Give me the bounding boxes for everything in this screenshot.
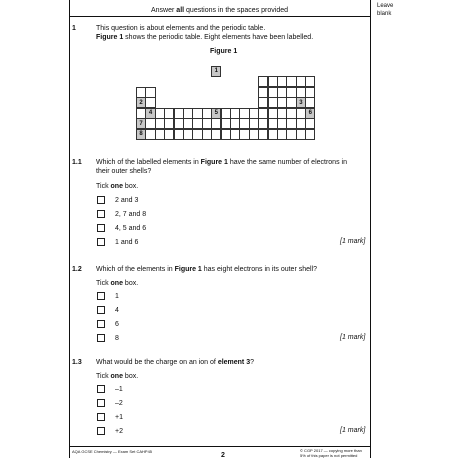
element-cell	[221, 108, 231, 119]
element-cell	[183, 118, 193, 129]
footer-exam-title: AQA GCSE Chemistry — Exam Set CAHP45	[72, 449, 153, 454]
element-cell	[145, 129, 155, 140]
labelled-element-cell: 3	[296, 97, 306, 108]
option-label: 1 and 6	[115, 239, 139, 246]
element-cell	[221, 118, 231, 129]
question-text: What would be the charge on an ion of element 3?	[96, 359, 255, 366]
element-cell	[202, 129, 212, 140]
element-cell	[258, 118, 268, 129]
mark-allocation: [1 mark]	[340, 334, 366, 341]
labelled-element-cell: 7	[136, 118, 146, 129]
element-cell	[155, 118, 165, 129]
answer-checkbox[interactable]	[97, 385, 105, 393]
option-label: –2	[115, 400, 123, 407]
element-cell	[277, 108, 287, 119]
element-cell	[164, 108, 174, 119]
tick-instruction: Tick one box.	[96, 183, 139, 190]
element-cell	[249, 118, 259, 129]
labelled-element-cell: 5	[211, 108, 221, 119]
element-cell	[221, 129, 231, 140]
option-label: 8	[115, 335, 119, 342]
answer-checkbox[interactable]	[97, 224, 105, 232]
element-cell	[192, 118, 202, 129]
element-cell	[164, 129, 174, 140]
page-left-rule	[69, 0, 70, 458]
element-cell	[305, 87, 315, 98]
answer-checkbox[interactable]	[97, 334, 105, 342]
question-number: 1.3	[72, 359, 82, 366]
element-cell	[183, 129, 193, 140]
element-cell	[174, 108, 184, 119]
element-cell	[239, 108, 249, 119]
element-cell	[277, 87, 287, 98]
answer-checkbox[interactable]	[97, 210, 105, 218]
question-text: Which of the labelled elements in Figure 1 have the same number of electrons in their outer shells?	[96, 159, 347, 175]
element-cell	[249, 129, 259, 140]
element-cell	[258, 97, 268, 108]
element-cell	[211, 118, 221, 129]
option-label: 1	[115, 293, 119, 300]
element-cell	[202, 108, 212, 119]
labelled-element-cell: 8	[136, 129, 146, 140]
element-cell	[286, 87, 296, 98]
element-cell	[305, 76, 315, 87]
footer-copyright: © CGP 2017 — copying more than 5% of this paper is not permitted	[300, 448, 362, 458]
element-cell	[286, 118, 296, 129]
element-cell	[286, 76, 296, 87]
element-cell	[277, 76, 287, 87]
element-cell	[277, 97, 287, 108]
element-cell	[202, 118, 212, 129]
element-cell	[174, 118, 184, 129]
footer-rule	[69, 446, 370, 447]
leave-blank-label: Leave blank	[377, 3, 394, 17]
answer-checkbox[interactable]	[97, 399, 105, 407]
element-cell	[145, 97, 155, 108]
figure-title: Figure 1	[210, 48, 238, 55]
labelled-element-cell: 6	[305, 108, 315, 119]
element-cell	[145, 87, 155, 98]
element-cell	[249, 108, 259, 119]
element-cell	[155, 108, 165, 119]
element-cell	[296, 87, 306, 98]
answer-checkbox[interactable]	[97, 320, 105, 328]
element-cell	[268, 118, 278, 129]
header-instruction: Answer all questions in the spaces provided	[151, 7, 288, 14]
element-cell	[230, 129, 240, 140]
question-number: 1.1	[72, 159, 82, 166]
element-cell	[286, 97, 296, 108]
tick-instruction: Tick one box.	[96, 373, 139, 380]
element-cell	[277, 129, 287, 140]
answer-checkbox[interactable]	[97, 427, 105, 435]
element-cell	[258, 108, 268, 119]
element-cell	[268, 129, 278, 140]
element-cell	[211, 129, 221, 140]
option-label: +1	[115, 414, 123, 421]
element-cell	[277, 118, 287, 129]
element-cell	[192, 108, 202, 119]
answer-checkbox[interactable]	[97, 238, 105, 246]
question-intro: This question is about elements and the periodic table. Figure 1 shows the periodic table. Eight elements have been labelled.	[96, 25, 314, 41]
element-cell	[268, 108, 278, 119]
mark-allocation: [1 mark]	[340, 427, 366, 434]
element-cell	[230, 108, 240, 119]
answer-checkbox[interactable]	[97, 292, 105, 300]
element-cell	[136, 108, 146, 119]
element-cell	[258, 87, 268, 98]
element-cell	[258, 76, 268, 87]
option-label: –1	[115, 386, 123, 393]
element-cell	[239, 118, 249, 129]
element-cell	[296, 129, 306, 140]
element-cell	[155, 129, 165, 140]
element-cell	[145, 118, 155, 129]
option-label: 4	[115, 307, 119, 314]
element-cell	[286, 108, 296, 119]
tick-instruction: Tick one box.	[96, 280, 139, 287]
labelled-element-cell: 2	[136, 97, 146, 108]
element-cell	[230, 118, 240, 129]
question-number: 1	[72, 25, 76, 32]
answer-checkbox[interactable]	[97, 413, 105, 421]
element-cell	[286, 129, 296, 140]
question-text: Which of the elements in Figure 1 has eight electrons in its outer shell?	[96, 266, 318, 273]
element-cell	[268, 87, 278, 98]
option-label: 4, 5 and 6	[115, 225, 147, 232]
mark-allocation: [1 mark]	[340, 238, 366, 245]
element-cell	[192, 129, 202, 140]
answer-checkbox[interactable]	[97, 196, 105, 204]
labelled-element-cell: 1	[211, 66, 221, 77]
option-label: +2	[115, 428, 123, 435]
element-cell	[268, 76, 278, 87]
element-cell	[174, 129, 184, 140]
element-cell	[258, 129, 268, 140]
element-cell	[296, 108, 306, 119]
element-cell	[305, 97, 315, 108]
header-rule	[69, 16, 370, 17]
element-cell	[268, 97, 278, 108]
element-cell	[305, 129, 315, 140]
page-number: 2	[221, 452, 225, 459]
question-number: 1.2	[72, 266, 82, 273]
option-label: 6	[115, 321, 119, 328]
element-cell	[305, 118, 315, 129]
element-cell	[164, 118, 174, 129]
answer-checkbox[interactable]	[97, 306, 105, 314]
option-label: 2 and 3	[115, 197, 139, 204]
margin-rule	[370, 0, 371, 458]
element-cell	[296, 118, 306, 129]
element-cell	[239, 129, 249, 140]
element-cell	[296, 76, 306, 87]
element-cell	[183, 108, 193, 119]
element-cell	[136, 87, 146, 98]
option-label: 2, 7 and 8	[115, 211, 147, 218]
labelled-element-cell: 4	[145, 108, 155, 119]
